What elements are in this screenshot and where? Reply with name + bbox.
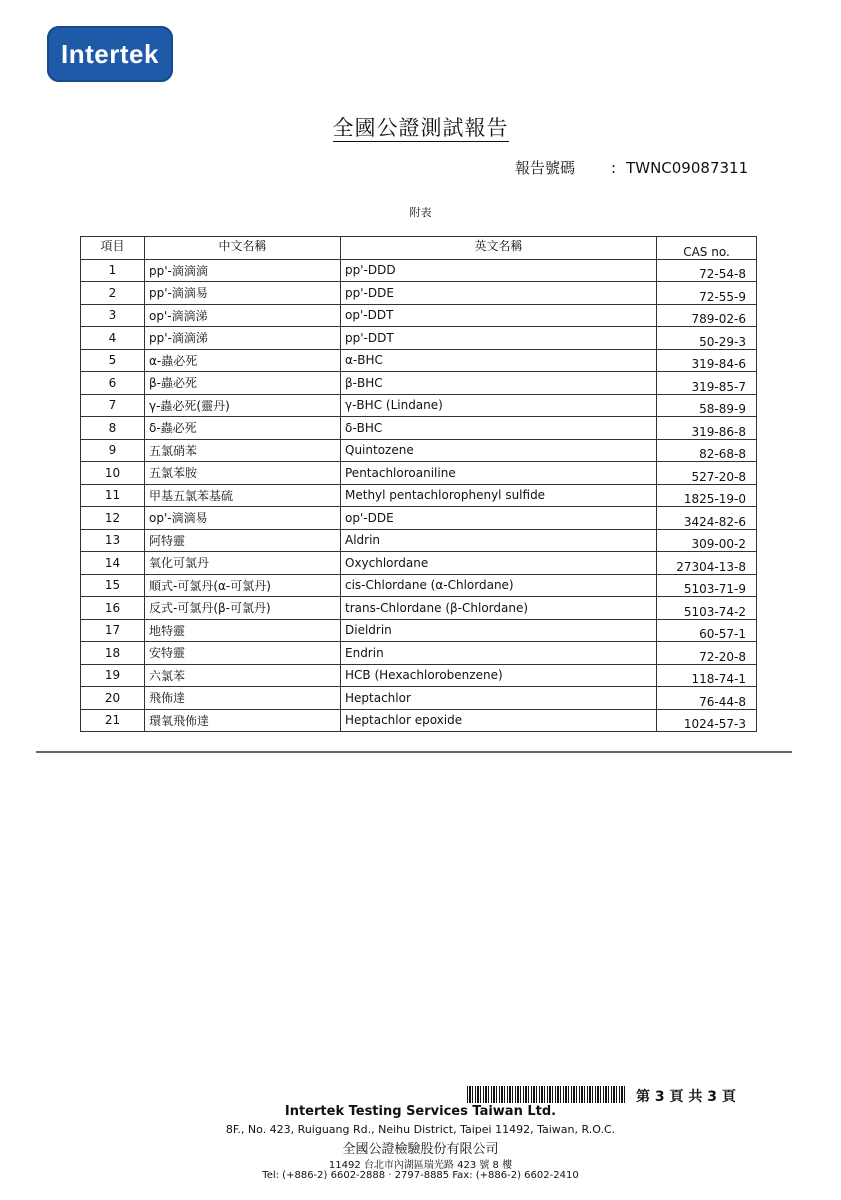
cell-cas-no: 50-29-3 <box>657 327 757 350</box>
cell-chinese-name: op'-滴滴易 <box>145 507 341 530</box>
divider-line <box>36 751 792 753</box>
footer-company-cn: 全國公證檢驗股份有限公司 <box>342 1142 499 1157</box>
annex-label: 附表 <box>409 206 432 219</box>
cell-chinese-name: 甲基五氯苯基硫 <box>145 484 341 507</box>
report-number-colon: : <box>611 159 617 177</box>
cell-english-name: pp'-DDD <box>341 259 657 282</box>
cell-cas-no: 319-84-6 <box>657 349 757 372</box>
table-row <box>81 529 757 552</box>
cell-chinese-name: 地特靈 <box>145 619 341 642</box>
cell-chinese-name: op'-滴滴涕 <box>145 304 341 327</box>
cell-chinese-name: 環氧飛佈達 <box>145 709 341 732</box>
cell-english-name: trans-Chlordane (β-Chlordane) <box>341 597 657 620</box>
cell-item-no: 17 <box>81 619 145 642</box>
table-row <box>81 372 757 395</box>
cell-chinese-name: δ-蟲必死 <box>145 417 341 440</box>
footer-address-cn: 11492 台北市內湖區瑞光路 423 號 8 樓 <box>328 1160 513 1171</box>
cell-item-no: 19 <box>81 664 145 687</box>
cell-cas-no: 72-54-8 <box>657 259 757 282</box>
table-row <box>81 304 757 327</box>
cell-cas-no: 5103-71-9 <box>657 574 757 597</box>
cell-chinese-name: β-蟲必死 <box>145 372 341 395</box>
cell-chinese-name: 五氯苯胺 <box>145 462 341 485</box>
cell-english-name: Aldrin <box>341 529 657 552</box>
header-item-no: 項目 <box>81 237 145 260</box>
cell-item-no: 13 <box>81 529 145 552</box>
cell-english-name: Heptachlor epoxide <box>341 709 657 732</box>
cell-english-name: Endrin <box>341 642 657 665</box>
table-row <box>81 664 757 687</box>
cell-english-name: cis-Chlordane (α-Chlordane) <box>341 574 657 597</box>
table-row <box>81 642 757 665</box>
report-number-label: 報告號碼 <box>515 159 576 177</box>
cell-item-no: 20 <box>81 687 145 710</box>
cell-item-no: 14 <box>81 552 145 575</box>
page-info: 第 3 頁 共 3 頁 <box>636 1089 736 1105</box>
cell-cas-no: 72-20-8 <box>657 642 757 665</box>
footer-contact: Tel: (+886-2) 6602-2888 · 2797-8885 Fax: (+886-2) 6602-2410 <box>262 1170 579 1181</box>
barcode-image <box>467 1086 627 1103</box>
table-row <box>81 507 757 530</box>
header-english-name: 英文名稱 <box>341 237 657 260</box>
cell-english-name: δ-BHC <box>341 417 657 440</box>
cell-english-name: Dieldrin <box>341 619 657 642</box>
table-row <box>81 349 757 372</box>
cell-cas-no: 1024-57-3 <box>657 709 757 732</box>
cell-english-name: β-BHC <box>341 372 657 395</box>
table-row <box>81 597 757 620</box>
cell-chinese-name: pp'-滴滴易 <box>145 282 341 305</box>
cell-item-no: 4 <box>81 327 145 350</box>
cell-item-no: 10 <box>81 462 145 485</box>
footer-company-en: Intertek Testing Services Taiwan Ltd. <box>284 1104 557 1119</box>
report-title-text: 全國公證測試報告 <box>332 116 509 140</box>
report-number-value: TWNC09087311 <box>626 159 749 177</box>
cell-item-no: 18 <box>81 642 145 665</box>
cell-item-no: 7 <box>81 394 145 417</box>
cell-english-name: pp'-DDT <box>341 327 657 350</box>
table-row <box>81 417 757 440</box>
cell-cas-no: 60-57-1 <box>657 619 757 642</box>
cell-chinese-name: 五氯硝苯 <box>145 439 341 462</box>
table-row <box>81 552 757 575</box>
header-chinese-name: 中文名稱 <box>145 237 341 260</box>
cell-cas-no: 789-02-6 <box>657 304 757 327</box>
cell-chinese-name: pp'-滴滴涕 <box>145 327 341 350</box>
cell-english-name: op'-DDT <box>341 304 657 327</box>
report-number-line <box>515 157 748 178</box>
table-body <box>81 259 757 732</box>
cell-english-name: α-BHC <box>341 349 657 372</box>
cell-english-name: Pentachloroaniline <box>341 462 657 485</box>
intertek-logo: Intertek <box>47 26 173 82</box>
footer-address-en: 8F., No. 423, Ruiguang Rd., Neihu District, Taipei 11492, Taiwan, R.O.C. <box>225 1123 616 1136</box>
table-row <box>81 327 757 350</box>
cell-english-name: γ-BHC (Lindane) <box>341 394 657 417</box>
table-row <box>81 259 757 282</box>
cell-cas-no: 1825-19-0 <box>657 484 757 507</box>
cell-english-name: op'-DDE <box>341 507 657 530</box>
cell-cas-no: 58-89-9 <box>657 394 757 417</box>
table-row <box>81 484 757 507</box>
cell-english-name: Heptachlor <box>341 687 657 710</box>
cell-item-no: 9 <box>81 439 145 462</box>
cell-chinese-name: 順式-可氯丹(α-可氯丹) <box>145 574 341 597</box>
cell-chinese-name: 六氯苯 <box>145 664 341 687</box>
cell-english-name: Oxychlordane <box>341 552 657 575</box>
cell-chinese-name: 氧化可氯丹 <box>145 552 341 575</box>
cell-chinese-name: γ-蟲必死(靈丹) <box>145 394 341 417</box>
table-row <box>81 439 757 462</box>
table-row <box>81 574 757 597</box>
cell-item-no: 12 <box>81 507 145 530</box>
cell-cas-no: 82-68-8 <box>657 439 757 462</box>
pesticide-table <box>80 236 757 732</box>
cell-english-name: pp'-DDE <box>341 282 657 305</box>
cell-chinese-name: 飛佈達 <box>145 687 341 710</box>
table-row <box>81 282 757 305</box>
table-row <box>81 709 757 732</box>
cell-item-no: 15 <box>81 574 145 597</box>
cell-cas-no: 527-20-8 <box>657 462 757 485</box>
cell-cas-no: 27304-13-8 <box>657 552 757 575</box>
cell-chinese-name: α-蟲必死 <box>145 349 341 372</box>
cell-cas-no: 3424-82-6 <box>657 507 757 530</box>
cell-cas-no: 118-74-1 <box>657 664 757 687</box>
table-row <box>81 394 757 417</box>
cell-chinese-name: 反式-可氯丹(β-可氯丹) <box>145 597 341 620</box>
cell-item-no: 21 <box>81 709 145 732</box>
header-cas-no: CAS no. <box>657 237 757 260</box>
cell-item-no: 1 <box>81 259 145 282</box>
table-row <box>81 619 757 642</box>
cell-english-name: Methyl pentachlorophenyl sulfide <box>341 484 657 507</box>
cell-cas-no: 319-85-7 <box>657 372 757 395</box>
table-header-row <box>81 237 757 260</box>
table-row <box>81 462 757 485</box>
cell-item-no: 3 <box>81 304 145 327</box>
report-title <box>0 112 841 142</box>
cell-english-name: HCB (Hexachlorobenzene) <box>341 664 657 687</box>
cell-cas-no: 5103-74-2 <box>657 597 757 620</box>
cell-cas-no: 309-00-2 <box>657 529 757 552</box>
cell-cas-no: 319-86-8 <box>657 417 757 440</box>
cell-item-no: 6 <box>81 372 145 395</box>
cell-chinese-name: 安特靈 <box>145 642 341 665</box>
cell-item-no: 11 <box>81 484 145 507</box>
cell-english-name: Quintozene <box>341 439 657 462</box>
cell-item-no: 2 <box>81 282 145 305</box>
cell-item-no: 5 <box>81 349 145 372</box>
cell-cas-no: 72-55-9 <box>657 282 757 305</box>
cell-chinese-name: pp'-滴滴滴 <box>145 259 341 282</box>
cell-chinese-name: 阿特靈 <box>145 529 341 552</box>
table-row <box>81 687 757 710</box>
cell-item-no: 8 <box>81 417 145 440</box>
cell-cas-no: 76-44-8 <box>657 687 757 710</box>
cell-item-no: 16 <box>81 597 145 620</box>
